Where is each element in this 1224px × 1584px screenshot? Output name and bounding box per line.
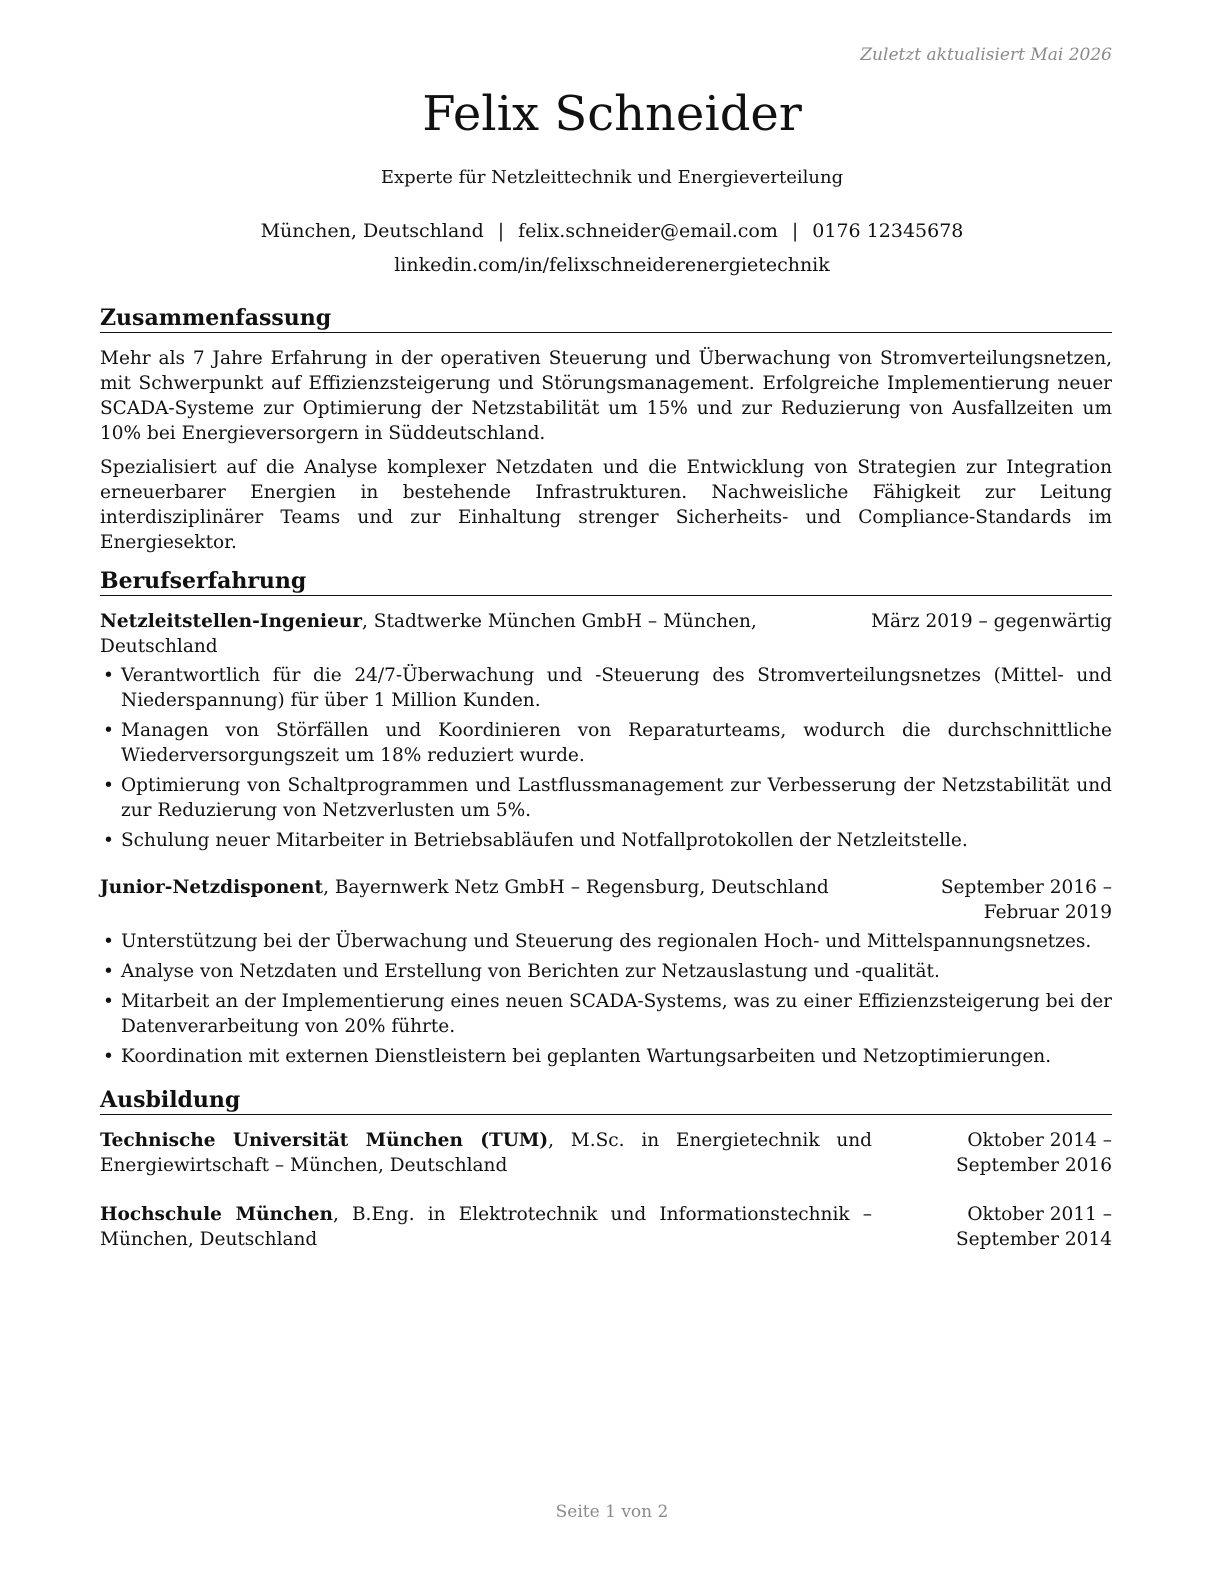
job-employer: , Stadtwerke München GmbH – München, Deutschland	[100, 611, 757, 657]
experience-section	[100, 568, 1112, 1069]
education-degree: , B.Eng. in Elektrotechnik und Informationstechnik – München, Deutschland	[100, 1204, 872, 1250]
education-school: Hochschule München	[100, 1204, 333, 1225]
job-dates: September 2016 – Februar 2019	[940, 877, 1112, 923]
job-bullets	[100, 663, 1112, 853]
job-entry	[100, 875, 1112, 1069]
education-dates: Oktober 2014 – September 2016	[956, 1130, 1112, 1176]
education-school: Technische Universität München (TUM)	[100, 1130, 549, 1151]
list-item: • Analyse von Netzdaten und Erstellung von Berichten zur Netzauslastung und -qualität.	[100, 959, 1112, 984]
job-bullets	[100, 929, 1112, 1069]
candidate-tagline: Experte für Netzleittechnik und Energieverteilung	[380, 167, 844, 188]
job-title-line	[100, 609, 871, 659]
list-item: • Schulung neuer Mitarbeiter in Betriebsabläufen und Notfallprotokollen der Netzleitstelle.	[100, 828, 1112, 853]
contact-phone: 0176 12345678	[812, 220, 964, 242]
last-updated-note: Zuletzt aktualisiert Mai 2026	[860, 45, 1112, 65]
job-header	[100, 875, 1112, 925]
education-entry	[100, 1128, 1112, 1178]
job-title: Junior-Netzdisponent	[100, 877, 324, 898]
education-degree: , M.Sc. in Energietechnik und Energiewirtschaft – München, Deutschland	[100, 1130, 873, 1176]
education-entry	[100, 1202, 1112, 1252]
linkedin-link[interactable]: linkedin.com/in/felixschneiderenergietechnik	[394, 254, 830, 276]
section-heading-education: Ausbildung	[100, 1087, 1112, 1115]
education-section	[100, 1087, 1112, 1252]
job-employer: , Bayernwerk Netz GmbH – Regensburg, Deutschland	[323, 877, 829, 898]
contact-separator: |	[497, 220, 505, 242]
list-item: • Optimierung von Schaltprogrammen und Lastflussmanagement zur Verbesserung der Netzstabilität und zur Reduzierung von Netzverlusten um 5%.	[100, 773, 1112, 823]
education-line	[100, 1128, 872, 1178]
list-item: • Koordination mit externen Dienstleistern bei geplanten Wartungsarbeiten und Netzoptimierungen.	[100, 1044, 1112, 1069]
job-dates: März 2019 – gegenwärtig	[871, 611, 1112, 632]
contact-email[interactable]: felix.schneider@email.com	[518, 220, 778, 242]
job-title-line	[100, 875, 872, 900]
page-number: Seite 1 von 2	[555, 1502, 669, 1522]
summary-paragraph: Mehr als 7 Jahre Erfahrung in der operativen Steuerung und Überwachung von Stromverteilungsnetzen, mit Schwerpunkt auf Effizienzsteigerung und Störungsmanagement. Erfolgreiche Implementierung neuer SCADA-Systeme zur Optimierung der Netzstabilität um 15% und zur Reduzierung von Ausfallzeiten um 10% bei Energieversorgern in Süddeutschland.	[100, 348, 1112, 444]
section-heading-experience: Berufserfahrung	[100, 568, 1112, 596]
job-header	[100, 609, 1112, 659]
summary-paragraph: Spezialisiert auf die Analyse komplexer Netzdaten und die Entwicklung von Strategien zur Integration erneuerbarer Energien in bestehende Infrastrukturen. Nachweisliche Fähigkeit zur Leitung interdisziplinärer Teams und zur Einhaltung strenger Sicherheits- und Compliance-Standards im Energiesektor.	[100, 457, 1112, 553]
list-item: • Verantwortlich für die 24/7-Überwachung und -Steuerung des Stromverteilungsnetzes (Mittel- und Niederspannung) für über 1 Million Kunden.	[100, 663, 1112, 713]
section-heading-summary: Zusammenfassung	[100, 305, 1112, 333]
contact-line	[0, 220, 1224, 242]
job-entry	[100, 609, 1112, 853]
education-line	[100, 1202, 872, 1252]
contact-location: München, Deutschland	[260, 220, 484, 242]
list-item: • Managen von Störfällen und Koordinieren von Reparaturteams, wodurch die durchschnittliche Wiederversorgungszeit um 18% reduziert wurde.	[100, 718, 1112, 768]
education-dates: Oktober 2011 – September 2014	[956, 1204, 1112, 1250]
contact-separator: |	[791, 220, 799, 242]
list-item: • Unterstützung bei der Überwachung und Steuerung des regionalen Hoch- und Mittelspannungsnetzes.	[100, 929, 1112, 954]
candidate-name: Felix Schneider	[422, 86, 802, 142]
list-item: • Mitarbeit an der Implementierung eines neuen SCADA-Systems, was zu einer Effizienzsteigerung bei der Datenverarbeitung von 20% führte.	[100, 989, 1112, 1039]
summary-section	[100, 305, 1112, 555]
resume-body	[100, 305, 1112, 1276]
job-title: Netzleitstellen-Ingenieur	[100, 611, 363, 632]
